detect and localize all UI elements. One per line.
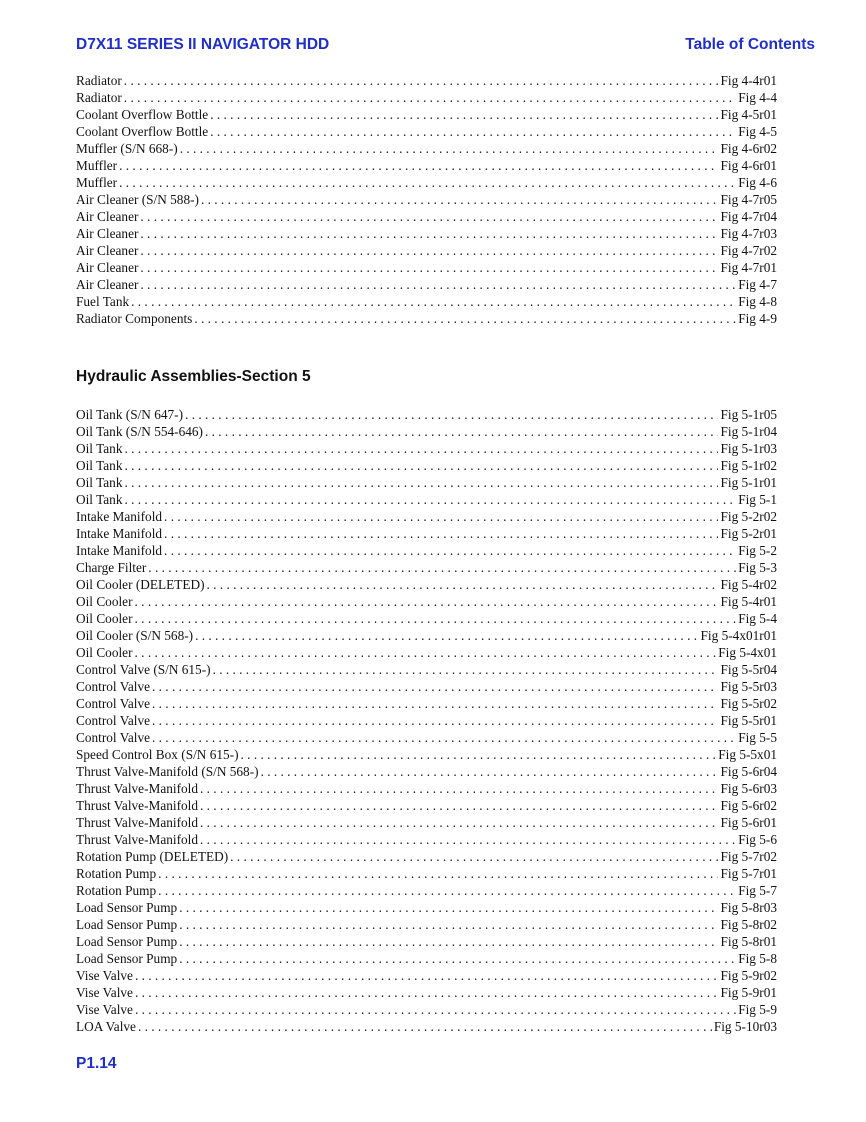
dot-leader	[201, 191, 719, 208]
toc-entry-figure-ref: Fig 4-7r04	[720, 209, 777, 224]
toc-entry[interactable]	[76, 491, 777, 508]
toc-entry-figure-ref: Fig 5-7	[738, 883, 777, 898]
dot-leader	[180, 140, 719, 157]
toc-entry[interactable]	[76, 542, 777, 559]
toc-entry-label: Intake Manifold	[76, 526, 163, 541]
toc-entry[interactable]	[76, 950, 777, 967]
toc-entry-label: Oil Tank	[76, 475, 123, 490]
dot-leader	[195, 627, 698, 644]
toc-entry-label: Intake Manifold	[76, 509, 163, 524]
toc-entry-label: Oil Cooler (DELETED)	[76, 577, 205, 592]
toc-entry-figure-ref: Fig 4-7r02	[720, 243, 777, 258]
toc-entry-figure-ref: Fig 5-1	[738, 492, 777, 507]
toc-list-engine-components	[76, 72, 777, 327]
toc-entry[interactable]	[76, 293, 777, 310]
toc-entry-label: Control Valve	[76, 730, 150, 745]
toc-entry-figure-ref: Fig 5-9	[738, 1002, 777, 1017]
dot-leader	[200, 780, 718, 797]
toc-entry-figure-ref: Fig 5-1r05	[720, 407, 777, 422]
toc-entry-label: Load Sensor Pump	[76, 900, 178, 915]
toc-entry[interactable]	[76, 140, 777, 157]
toc-entry[interactable]	[76, 1001, 777, 1018]
toc-entry-label: Coolant Overflow Bottle	[76, 107, 209, 122]
dot-leader	[179, 899, 718, 916]
toc-heading: Table of Contents	[685, 36, 815, 53]
toc-entry[interactable]	[76, 695, 777, 712]
dot-leader	[179, 950, 736, 967]
toc-entry-figure-ref: Fig 4-8	[738, 294, 777, 309]
toc-entry-figure-ref: Fig 4-7r05	[720, 192, 777, 207]
toc-entry-figure-ref: Fig 5-1r01	[720, 475, 777, 490]
toc-entry-figure-ref: Fig 5-5r02	[720, 696, 777, 711]
toc-entry[interactable]	[76, 525, 777, 542]
toc-entry-figure-ref: Fig 5-5	[738, 730, 777, 745]
toc-entry-label: Thrust Valve-Manifold	[76, 798, 198, 813]
toc-entry-label: Charge Filter	[76, 560, 147, 575]
toc-entry-figure-ref: Fig 5-4x01	[718, 645, 777, 660]
toc-entry-label: Oil Tank (S/N 647-)	[76, 407, 184, 422]
toc-entry[interactable]	[76, 276, 777, 293]
toc-entry[interactable]	[76, 123, 777, 140]
toc-entry-figure-ref: Fig 4-7	[738, 277, 777, 292]
dot-leader	[135, 967, 719, 984]
toc-entry-label: Control Valve	[76, 696, 150, 711]
toc-entry-label: Control Valve (S/N 615-)	[76, 662, 211, 677]
toc-entry[interactable]	[76, 208, 777, 225]
dot-leader	[140, 276, 736, 293]
toc-entry-label: Thrust Valve-Manifold	[76, 815, 198, 830]
toc-entry-label: Muffler	[76, 158, 118, 173]
toc-entry[interactable]	[76, 157, 777, 174]
dot-leader	[210, 106, 718, 123]
dot-leader	[152, 678, 718, 695]
toc-entry[interactable]	[76, 967, 777, 984]
toc-entry-label: Load Sensor Pump	[76, 951, 178, 966]
toc-entry[interactable]	[76, 746, 777, 763]
toc-entry[interactable]	[76, 984, 777, 1001]
toc-entry-figure-ref: Fig 4-6r02	[720, 141, 777, 156]
dot-leader	[148, 559, 736, 576]
toc-entry[interactable]	[76, 242, 777, 259]
dot-leader	[164, 525, 718, 542]
toc-entry[interactable]	[76, 848, 777, 865]
dot-leader	[124, 491, 736, 508]
toc-entry-figure-ref: Fig 5-7r01	[720, 866, 777, 881]
toc-entry-label: Air Cleaner	[76, 209, 139, 224]
dot-leader	[261, 763, 719, 780]
toc-entry[interactable]	[76, 763, 777, 780]
toc-entry-label: Air Cleaner	[76, 260, 139, 275]
dot-leader	[124, 89, 736, 106]
toc-entry-label: Control Valve	[76, 713, 150, 728]
dot-leader	[152, 695, 718, 712]
toc-entry-figure-ref: Fig 5-6r04	[720, 764, 777, 779]
toc-entry-figure-ref: Fig 5-4r01	[720, 594, 777, 609]
toc-entry-label: Load Sensor Pump	[76, 917, 178, 932]
toc-entry[interactable]	[76, 559, 777, 576]
dot-leader	[119, 174, 736, 191]
dot-leader	[213, 661, 719, 678]
toc-entry[interactable]	[76, 406, 777, 423]
toc-entry[interactable]	[76, 508, 777, 525]
toc-entry-figure-ref: Fig 5-2r01	[720, 526, 777, 541]
toc-entry-figure-ref: Fig 4-7r01	[720, 260, 777, 275]
toc-entry[interactable]	[76, 593, 777, 610]
toc-entry-label: Fuel Tank	[76, 294, 130, 309]
toc-entry-figure-ref: Fig 5-1r03	[720, 441, 777, 456]
toc-entry-figure-ref: Fig 4-7r03	[720, 226, 777, 241]
toc-entry-label: Oil Tank	[76, 458, 123, 473]
toc-entry-figure-ref: Fig 5-4r02	[720, 577, 777, 592]
toc-entry[interactable]	[76, 814, 777, 831]
toc-entry-figure-ref: Fig 4-4	[738, 90, 777, 105]
toc-entry-figure-ref: Fig 5-6r02	[720, 798, 777, 813]
toc-entry-figure-ref: Fig 5-8r02	[720, 917, 777, 932]
toc-entry[interactable]	[76, 916, 777, 933]
dot-leader	[164, 508, 718, 525]
toc-entry[interactable]	[76, 627, 777, 644]
toc-entry-label: Rotation Pump	[76, 883, 157, 898]
toc-entry-label: Oil Cooler	[76, 645, 133, 660]
toc-entry[interactable]	[76, 191, 777, 208]
document-title: D7X11 SERIES II NAVIGATOR HDD	[76, 36, 330, 53]
toc-entry-figure-ref: Fig 4-5r01	[720, 107, 777, 122]
toc-entry-figure-ref: Fig 5-4	[738, 611, 777, 626]
toc-entry-label: Air Cleaner (S/N 588-)	[76, 192, 199, 207]
dot-leader	[140, 259, 718, 276]
dot-leader	[200, 797, 718, 814]
dot-leader	[138, 1018, 712, 1035]
toc-entry-label: Coolant Overflow Bottle	[76, 124, 209, 139]
toc-entry[interactable]	[76, 610, 777, 627]
toc-list-hydraulic-assemblies	[76, 406, 777, 1035]
toc-entry[interactable]	[76, 72, 777, 89]
toc-entry-label: Rotation Pump	[76, 866, 157, 881]
toc-entry-figure-ref: Fig 5-10r03	[713, 1019, 777, 1034]
toc-entry-figure-ref: Fig 5-2	[738, 543, 777, 558]
toc-entry-label: Vise Valve	[76, 985, 133, 1000]
toc-entry-figure-ref: Fig 5-9r01	[720, 985, 777, 1000]
toc-entry-figure-ref: Fig 5-5x01	[718, 747, 777, 762]
dot-leader	[135, 644, 717, 661]
dot-leader	[152, 712, 718, 729]
dot-leader	[241, 746, 717, 763]
toc-entry[interactable]	[76, 457, 777, 474]
toc-entry-label: Air Cleaner	[76, 226, 139, 241]
toc-entry-label: Thrust Valve-Manifold	[76, 832, 198, 847]
toc-entry-figure-ref: Fig 5-5r04	[720, 662, 777, 677]
toc-entry-label: Oil Tank	[76, 441, 123, 456]
dot-leader	[140, 208, 718, 225]
toc-entry[interactable]	[76, 678, 777, 695]
dot-leader	[135, 593, 719, 610]
toc-entry-label: Radiator	[76, 90, 122, 105]
toc-entry-label: Oil Cooler	[76, 594, 133, 609]
toc-entry[interactable]	[76, 729, 777, 746]
dot-leader	[207, 576, 719, 593]
page-number: P1.14	[76, 1055, 117, 1072]
toc-entry[interactable]	[76, 865, 777, 882]
toc-entry-figure-ref: Fig 5-5r01	[720, 713, 777, 728]
toc-entry[interactable]	[76, 882, 777, 899]
dot-leader	[210, 123, 736, 140]
toc-entry-label: Oil Tank	[76, 492, 123, 507]
toc-entry-figure-ref: Fig 5-8	[738, 951, 777, 966]
dot-leader	[185, 406, 718, 423]
toc-entry-label: Radiator	[76, 73, 122, 88]
toc-entry[interactable]	[76, 661, 777, 678]
dot-leader	[179, 916, 718, 933]
dot-leader	[124, 440, 718, 457]
toc-entry-label: Oil Tank (S/N 554-646)	[76, 424, 203, 439]
toc-entry[interactable]	[76, 423, 777, 440]
dot-leader	[135, 610, 737, 627]
dot-leader	[124, 474, 718, 491]
toc-entry[interactable]	[76, 712, 777, 729]
toc-entry-label: Oil Cooler	[76, 611, 133, 626]
dot-leader	[135, 984, 719, 1001]
dot-leader	[124, 457, 718, 474]
dot-leader	[200, 831, 736, 848]
dot-leader	[140, 225, 718, 242]
dot-leader	[119, 157, 718, 174]
toc-entry-label: Thrust Valve-Manifold	[76, 781, 198, 796]
toc-entry-figure-ref: Fig 4-4r01	[720, 73, 777, 88]
toc-entry-label: Thrust Valve-Manifold (S/N 568-)	[76, 764, 259, 779]
toc-entry[interactable]	[76, 174, 777, 191]
toc-entry-label: Radiator Components	[76, 311, 193, 326]
toc-entry-figure-ref: Fig 5-8r03	[720, 900, 777, 915]
toc-entry-label: Speed Control Box (S/N 615-)	[76, 747, 239, 762]
toc-entry-label: Air Cleaner	[76, 243, 139, 258]
toc-entry[interactable]	[76, 797, 777, 814]
dot-leader	[158, 882, 736, 899]
dot-leader	[194, 310, 736, 327]
toc-entry-label: Load Sensor Pump	[76, 934, 178, 949]
toc-entry[interactable]	[76, 899, 777, 916]
toc-entry-figure-ref: Fig 5-1r04	[720, 424, 777, 439]
toc-entry-label: LOA Valve	[76, 1019, 136, 1034]
toc-entry-figure-ref: Fig 5-6r01	[720, 815, 777, 830]
toc-entry-figure-ref: Fig 5-4x01r01	[700, 628, 777, 643]
toc-entry[interactable]	[76, 644, 777, 661]
toc-entry[interactable]	[76, 440, 777, 457]
toc-entry-figure-ref: Fig 5-6r03	[720, 781, 777, 796]
toc-entry[interactable]	[76, 259, 777, 276]
dot-leader	[200, 814, 718, 831]
toc-entry[interactable]	[76, 576, 777, 593]
dot-leader	[152, 729, 736, 746]
dot-leader	[158, 865, 718, 882]
dot-leader	[179, 933, 718, 950]
toc-entry-figure-ref: Fig 5-2r02	[720, 509, 777, 524]
toc-entry-label: Oil Cooler (S/N 568-)	[76, 628, 194, 643]
dot-leader	[131, 293, 736, 310]
toc-entry-figure-ref: Fig 5-6	[738, 832, 777, 847]
dot-leader	[140, 242, 718, 259]
toc-entry-figure-ref: Fig 5-5r03	[720, 679, 777, 694]
toc-entry[interactable]	[76, 474, 777, 491]
dot-leader	[205, 423, 719, 440]
toc-entry-figure-ref: Fig 4-9	[738, 311, 777, 326]
toc-entry-label: Muffler (S/N 668-)	[76, 141, 178, 156]
toc-entry[interactable]	[76, 106, 777, 123]
dot-leader	[164, 542, 736, 559]
toc-entry[interactable]	[76, 831, 777, 848]
toc-entry-figure-ref: Fig 4-5	[738, 124, 777, 139]
toc-entry[interactable]	[76, 1018, 777, 1035]
toc-entry-label: Rotation Pump (DELETED)	[76, 849, 229, 864]
toc-entry-figure-ref: Fig 5-7r02	[720, 849, 777, 864]
dot-leader	[135, 1001, 736, 1018]
toc-entry-figure-ref: Fig 5-1r02	[720, 458, 777, 473]
toc-entry-figure-ref: Fig 5-3	[738, 560, 777, 575]
toc-entry-label: Vise Valve	[76, 968, 133, 983]
toc-entry[interactable]	[76, 933, 777, 950]
dot-leader	[124, 72, 719, 89]
toc-entry-figure-ref: Fig 5-9r02	[720, 968, 777, 983]
toc-entry-figure-ref: Fig 4-6	[738, 175, 777, 190]
toc-entry-figure-ref: Fig 5-8r01	[720, 934, 777, 949]
toc-entry-label: Intake Manifold	[76, 543, 163, 558]
toc-entry-label: Muffler	[76, 175, 118, 190]
toc-entry-label: Control Valve	[76, 679, 150, 694]
dot-leader	[230, 848, 718, 865]
toc-entry-figure-ref: Fig 4-6r01	[720, 158, 777, 173]
section-heading-hydraulic: Hydraulic Assemblies-Section 5	[76, 368, 311, 385]
toc-entry[interactable]	[76, 780, 777, 797]
toc-entry[interactable]	[76, 310, 777, 327]
toc-entry[interactable]	[76, 89, 777, 106]
toc-entry-label: Air Cleaner	[76, 277, 139, 292]
toc-entry-label: Vise Valve	[76, 1002, 133, 1017]
toc-entry[interactable]	[76, 225, 777, 242]
